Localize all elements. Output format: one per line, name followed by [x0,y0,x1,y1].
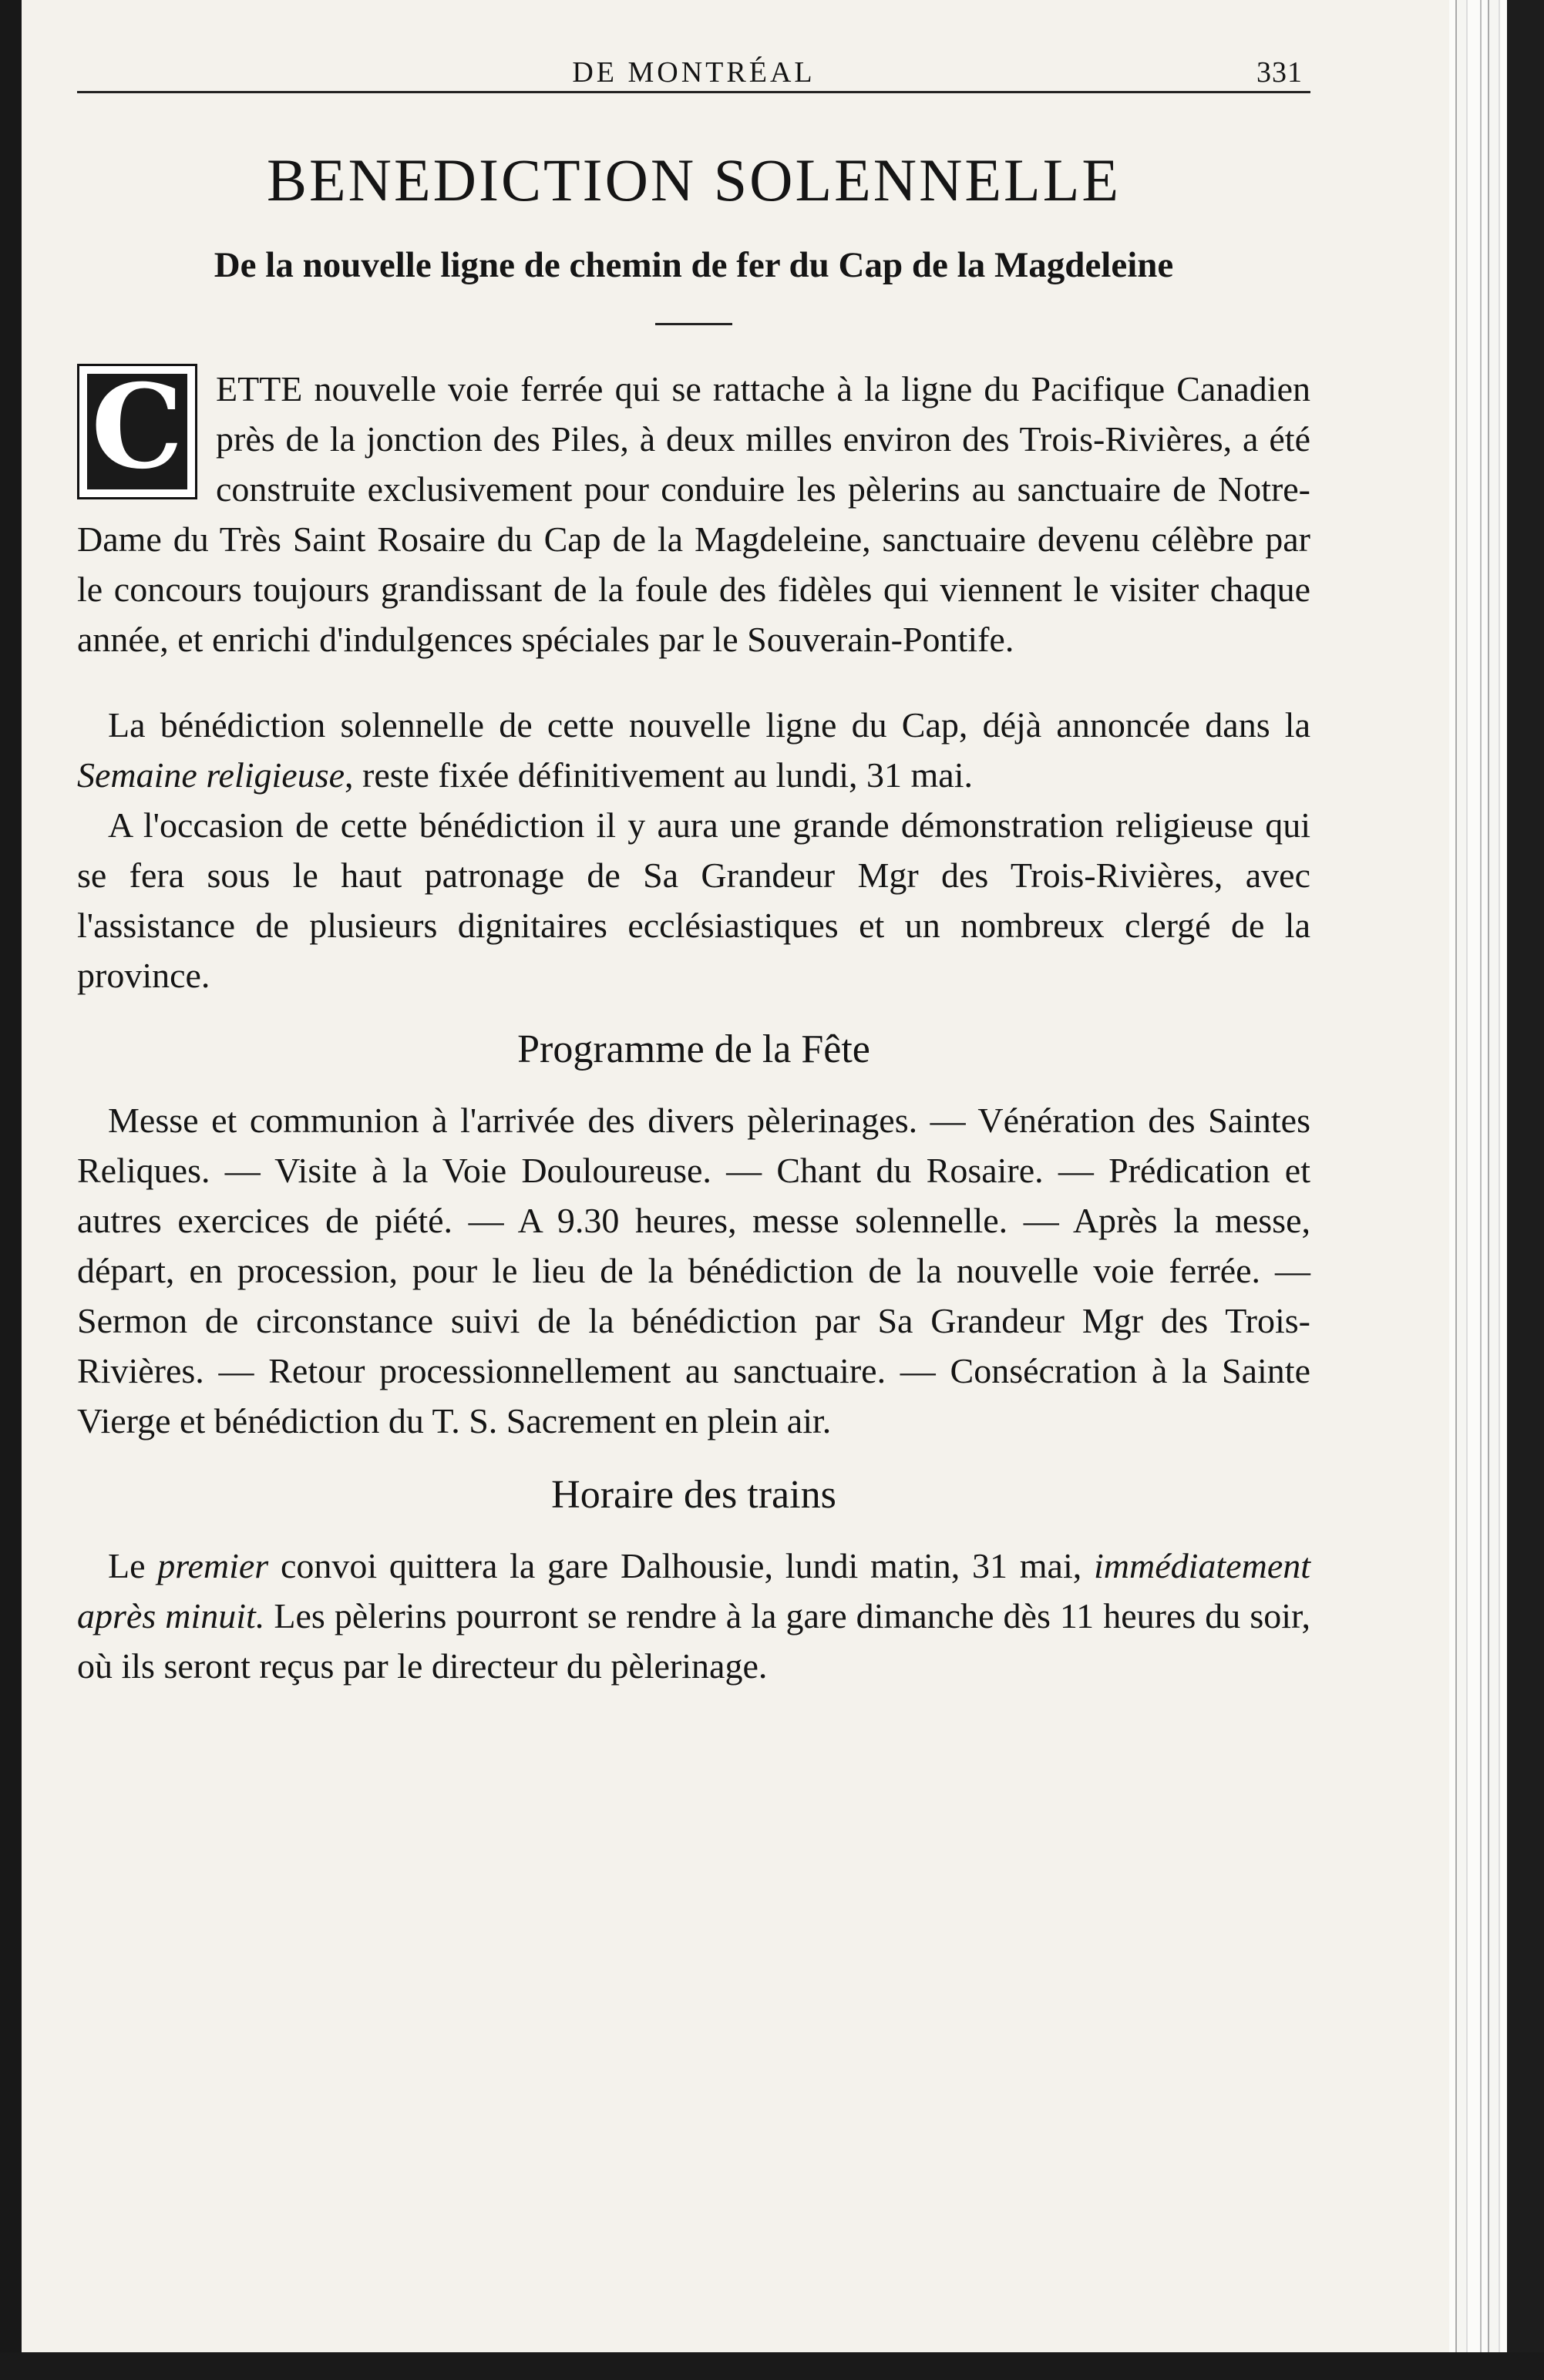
title-divider [655,323,732,325]
paragraph-intro-text: ETTE nouvelle voie ferrée qui se rattache à la ligne du Pacifique Canadien près de la jonction des Piles, à deux milles environ des Trois-Rivières, a été construite exclusivement pour conduire les pèlerins au sanctuaire de Notre-Dame du Très Saint Rosaire du Cap de la Magdeleine, sanctuaire devenu célèbre par le concours toujours grandissant de la foule des fidèles qui viennent le visiter chaque année, et enrichi d'indulgences spéciales par le Souverain-Pontife. [77,369,1310,659]
paragraph-trains [77,1541,1310,1691]
trains-emphasis-first: premier [157,1546,269,1585]
scan-left-edge [0,0,22,2380]
trains-text-c: Les pèlerins pourront se rendre à la gare dimanche dès 11 heures du soir, où ils seront reçus par le directeur du pèlerinage. [77,1596,1311,1686]
article-title: BENEDICTION SOLENNELLE [267,146,1121,213]
page-number: 331 [1256,56,1303,89]
trains-text-a: Le [108,1546,158,1585]
trains-emphasis-time: immédiatement après minuit. [77,1546,1311,1635]
article-subtitle: De la nouvelle ligne de chemin de fer du Cap de la Magdeleine [214,245,1174,285]
scan-bottom-edge [0,2352,1544,2380]
dropcap-ornament [77,359,197,499]
dropcap-letter: C [91,359,183,495]
scan-right-edge [1507,0,1544,2380]
publication-name: Semaine religieuse [77,755,345,795]
running-head-title: DE MONTRÉAL [572,56,816,89]
paragraph-announcement [77,700,1310,800]
trains-text-b: convoi quittera la gare Dalhousie, lundi matin, 31 mai, [268,1546,1094,1585]
running-head [77,46,1310,93]
paragraph-program: Messe et communion à l'arrivée des divers pèlerinages. — Vénération des Saintes Reliques. — Visite à la Voie Douloureuse. — Chant du Rosaire. — Prédication et autres exercices de piété. — A 9.30 heures, messe solennelle. — Après la messe, départ, en procession, pour le lieu de la bénédiction de la nouvelle voie ferrée. — Sermon de circonstance suivi de la bénédiction par Sa Grandeur Mgr des Trois-Rivières. — Retour processionnellement au sanctuaire. — Consécration à la Sainte Vierge et bénédiction du T. S. Sacrement en plein air. [77,1101,1310,1440]
page [77,46,1310,1691]
paragraph-intro [77,359,1310,664]
program-heading: Programme de la Fête [517,1027,870,1071]
paragraph-announcement-text-b: , reste fixée définitivement au lundi, 31 mai. [345,755,974,795]
paragraph-demonstration: A l'occasion de cette bénédiction il y aura une grande démonstration religieuse qui se fera sous le haut patronage de Sa Grandeur Mgr des Trois-Rivières, avec l'assistance de plusieurs dignitaires ecclésiastiques et un nombreux clergé de la province. [77,805,1310,995]
trains-heading: Horaire des trains [551,1473,836,1517]
paragraph-announcement-text-a: La bénédiction solennelle de cette nouvelle ligne du Cap, déjà annoncée dans la [108,705,1310,745]
